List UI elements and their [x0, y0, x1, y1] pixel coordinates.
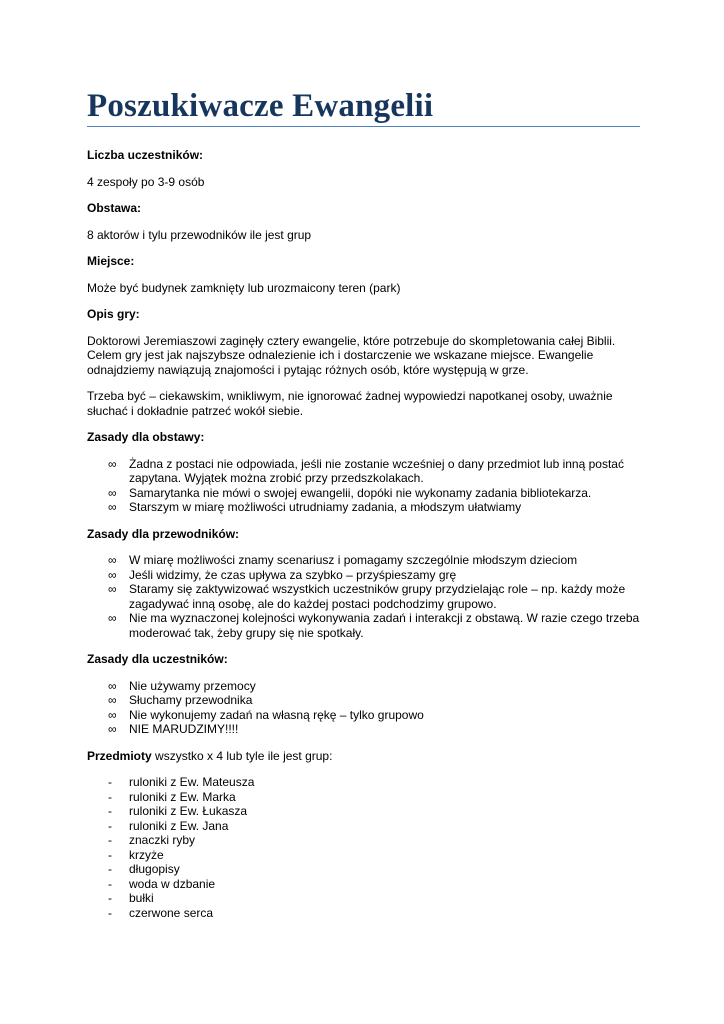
dash-bullet-icon: - — [108, 804, 112, 818]
dash-bullet-icon: - — [108, 891, 112, 905]
dash-bullet-icon: - — [108, 775, 112, 789]
list-item: - czerwone serca — [108, 905, 214, 920]
participants-heading: Liczba uczestników: — [87, 148, 204, 162]
description-heading: Opis gry: — [87, 307, 140, 321]
list-item: ∞ Nie używamy przemocy — [108, 678, 256, 693]
list-item: - długopisy — [108, 862, 180, 876]
list-item: ∞ Jeśli widzimy, że czas upływa za szybko – przyśpieszamy grę — [108, 567, 457, 582]
document-page — [87, 86, 640, 920]
list-item: ∞ Samarytanka nie mówi o swojej ewangelii, dopóki nie wykonamy zadania bibliotekarza. — [108, 485, 592, 500]
cast-value: 8 aktorów i tylu przewodników ile jest grup — [87, 227, 312, 242]
rules-guides-section — [87, 527, 640, 641]
list-item: ∞ Żadna z postaci nie odpowiada, jeśli nie zostanie wcześniej o dany przedmiot lub inną postać zapytana. Wyjątek można zrobić przy przedszkolakach. — [108, 456, 624, 485]
dash-bullet-icon: - — [108, 905, 112, 920]
list-item: ∞ Nie ma wyznaczonej kolejności wykonywania zadań i interakcji z obstawą. W razie czego trzeba moderować tak, żeby grupy się nie spotkały. — [108, 611, 640, 640]
items-heading-rest: wszystko x 4 lub tyle ile jest grup: — [151, 748, 333, 763]
items-heading-bold: Przedmioty — [87, 748, 152, 763]
infinity-bullet-icon: ∞ — [108, 722, 117, 736]
list-item: - ruloniki z Ew. Łukasza — [108, 804, 248, 818]
dash-bullet-icon: - — [108, 789, 112, 804]
place-section — [87, 254, 640, 295]
infinity-bullet-icon: ∞ — [108, 485, 117, 500]
list-item: ∞ Starszym w miarę możliwości utrudniamy zadania, a młodszym ułatwiamy — [108, 500, 522, 514]
infinity-bullet-icon: ∞ — [108, 567, 117, 582]
dash-bullet-icon: - — [108, 847, 112, 862]
place-heading: Miejsce: — [87, 254, 135, 268]
participants-value: 4 zespoły po 3-9 osób — [87, 174, 205, 189]
list-item: - woda w dzbanie — [108, 876, 216, 891]
items-section — [87, 749, 640, 921]
dash-bullet-icon: - — [108, 833, 112, 847]
description-section — [87, 307, 640, 418]
list-item: ∞ Słuchamy przewodnika — [108, 693, 253, 707]
infinity-bullet-icon: ∞ — [108, 693, 117, 707]
infinity-bullet-icon: ∞ — [108, 707, 117, 722]
infinity-bullet-icon: ∞ — [108, 582, 117, 596]
list-item: - krzyże — [108, 847, 164, 862]
list-item: - bułki — [108, 891, 154, 905]
list-item: ∞ W miarę możliwości znamy scenariusz i pomagamy szczególnie młodszym dzieciom — [108, 553, 578, 567]
infinity-bullet-icon: ∞ — [108, 553, 117, 567]
infinity-bullet-icon: ∞ — [108, 611, 117, 625]
rules-cast-section — [87, 430, 640, 515]
list-item: - znaczki ryby — [108, 833, 196, 847]
rules-guides-heading: Zasady dla przewodników: — [87, 526, 240, 541]
list-item: - ruloniki z Ew. Marka — [108, 789, 236, 804]
items-heading — [87, 749, 640, 764]
items-list — [87, 775, 640, 920]
place-value: Może być budynek zamknięty lub urozmaicony teren (park) — [87, 280, 401, 295]
list-item: ∞ Nie wykonujemy zadań na własną rękę – tylko grupowo — [108, 707, 424, 722]
list-item: ∞ NIE MARUDZIMY!!!! — [108, 722, 239, 736]
rules-guides-list — [87, 553, 640, 640]
rules-cast-heading: Zasady dla obstawy: — [87, 430, 205, 444]
rules-cast-list — [87, 457, 640, 515]
description-paragraph-1: Doktorowi Jeremiaszowi zaginęły cztery ewangelie, które potrzebuje do skompletowania całej Biblii. Celem gry jest jak najszybsze odnalezienie ich i dostarczenie we wskazane miejsce. Ewangelie odnajdziemy nawiązują znajomości i pytając różnych osób, które występują w grze. — [87, 333, 616, 377]
rules-players-heading: Zasady dla uczestników: — [87, 652, 228, 666]
dash-bullet-icon: - — [108, 862, 112, 876]
list-item: - ruloniki z Ew. Mateusza — [108, 775, 255, 789]
infinity-bullet-icon: ∞ — [108, 500, 117, 514]
rules-players-list — [87, 679, 640, 737]
cast-section — [87, 201, 640, 242]
cast-heading: Obstawa: — [87, 201, 142, 215]
dash-bullet-icon: - — [108, 876, 112, 891]
rules-players-section — [87, 652, 640, 737]
list-item: - ruloniki z Ew. Jana — [108, 818, 229, 833]
infinity-bullet-icon: ∞ — [108, 456, 117, 471]
infinity-bullet-icon: ∞ — [108, 678, 117, 693]
dash-bullet-icon: - — [108, 818, 112, 833]
title-underline — [87, 126, 640, 127]
description-paragraph-2: Trzeba być – ciekawskim, wnikliwym, nie ignorować żadnej wypowiedzi napotkanej osoby, uważnie słuchać i dokładnie patrzeć wokół siebie. — [87, 389, 613, 418]
list-item: ∞ Staramy się zaktywizować wszystkich uczestników grupy przydzielając role – np. każdy może zagadywać inną osobę, ale do każdej postaci podchodzimy grupowo. — [108, 582, 626, 611]
participants-section — [87, 148, 640, 189]
page-title: Poszukiwacze Ewangelii — [87, 88, 434, 124]
